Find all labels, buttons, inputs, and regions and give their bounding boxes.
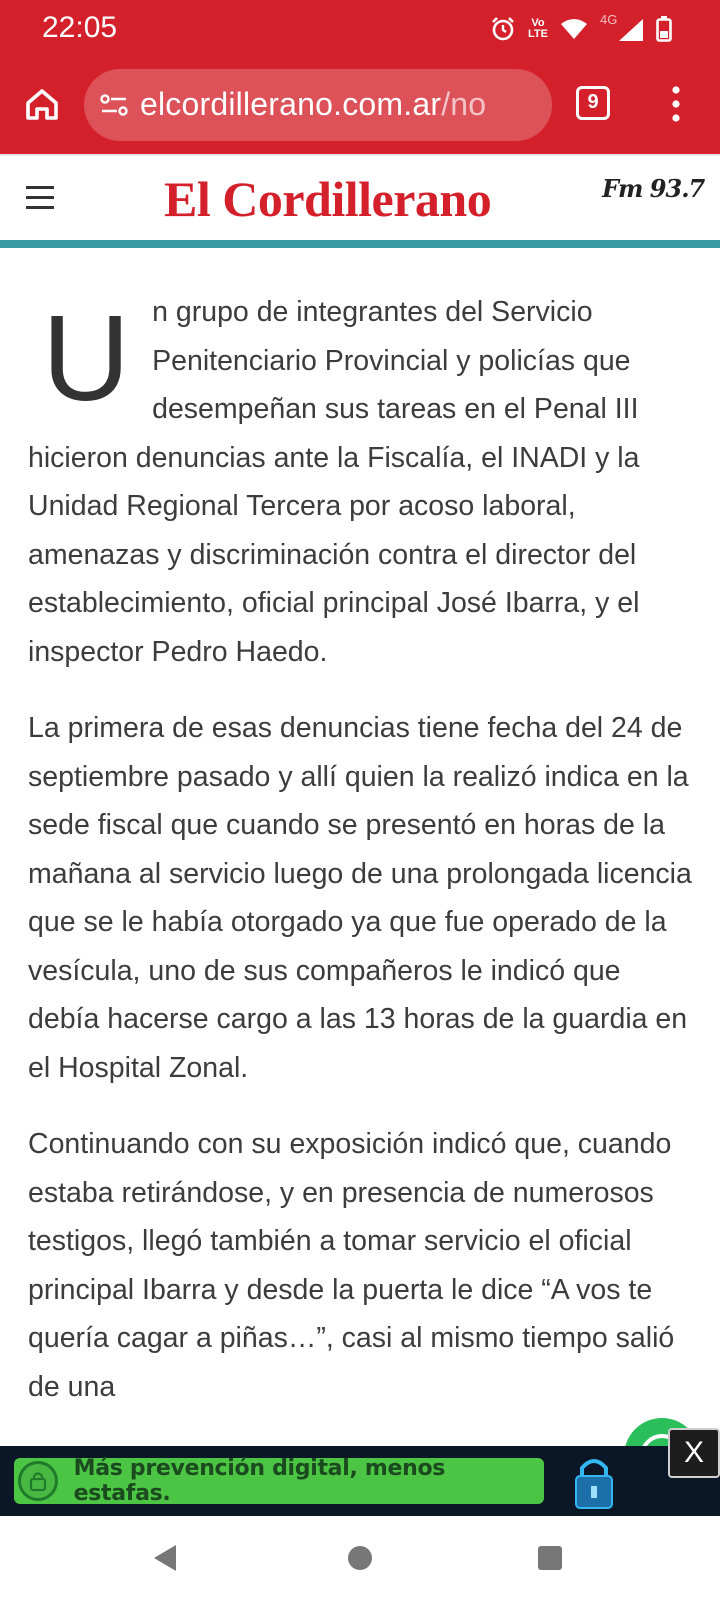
- drop-cap: U: [42, 290, 131, 426]
- wifi-icon: [560, 17, 588, 41]
- ad-message-pill[interactable]: [14, 1458, 544, 1504]
- home-nav-icon[interactable]: [348, 1546, 372, 1570]
- battery-icon: [656, 16, 672, 42]
- home-icon[interactable]: [22, 84, 62, 124]
- article-paragraph-2: La primera de esas denuncias tiene fecha del 24 de septiembre pasado y allí quien la realizó indica en la sede fiscal que cuando se presentó en horas de la mañana al servicio luego de una prolongada licencia que se le había otorgado ya que fue operado de la vesícula, uno de sus compañeros le indicó que debía hacerse cargo a las 13 horas de la guardia en el Hospital Zonal.: [28, 712, 692, 1084]
- alarm-icon: [490, 16, 516, 42]
- address-bar[interactable]: [84, 69, 552, 141]
- recent-apps-icon[interactable]: [538, 1546, 562, 1570]
- site-settings-icon[interactable]: [98, 89, 130, 121]
- status-bar: [0, 0, 720, 58]
- ad-banner[interactable]: [0, 1446, 720, 1516]
- url-path: /no: [441, 86, 487, 122]
- more-options-icon[interactable]: [666, 84, 686, 124]
- padlock-graphic-icon: [562, 1450, 626, 1514]
- status-time: 22:05: [42, 11, 118, 44]
- system-nav-bar: [0, 1516, 720, 1600]
- lock-icon: [18, 1461, 58, 1501]
- network-type-label: 4G: [600, 12, 618, 27]
- site-logo[interactable]: El Cordillerano: [164, 171, 492, 227]
- url-text[interactable]: [140, 86, 486, 123]
- ad-text: Más prevención digital, menos estafas.: [73, 1456, 446, 1506]
- article-paragraph-3: Continuando con su exposición indicó que, cuando estaba retirándose, y en presencia de numerosos testigos, llegó también a tomar servicio el oficial principal Ibarra y desde la puerta le dice “A vos te quería cagar a piñas…”, casi al mismo tiempo salió de una: [28, 1128, 675, 1403]
- article-paragraph-1: [28, 288, 694, 676]
- status-icons: [490, 14, 672, 44]
- ad-close-button[interactable]: X: [668, 1428, 720, 1478]
- volte-top-label: Vo: [531, 17, 545, 29]
- volte-icon: [528, 18, 548, 40]
- volte-bottom-label: LTE: [528, 28, 548, 40]
- article-body: [28, 288, 694, 1446]
- paragraph-1-text: n grupo de integrantes del Servicio Penitenciario Provincial y policías que desempeñan sus tareas en el Penal III hicieron denuncias ante la Fiscalía, el INADI y la Unidad Regional Tercera por acoso laboral, amenazas y discriminación contra el director del establecimiento, oficial principal José Ibarra, y el inspector Pedro Haedo.: [28, 296, 640, 668]
- signal-bars-icon: [618, 18, 644, 42]
- browser-toolbar: [0, 58, 720, 154]
- back-icon[interactable]: [152, 1543, 178, 1573]
- url-domain: elcordillerano.com.ar: [140, 86, 442, 122]
- radio-logo[interactable]: Fm 93.7: [602, 174, 705, 203]
- tab-switcher-button[interactable]: 9: [576, 86, 610, 120]
- site-header: [0, 154, 720, 240]
- 4g-signal-icon: [600, 12, 644, 42]
- header-divider: [0, 240, 720, 248]
- hamburger-menu-icon[interactable]: [26, 186, 54, 210]
